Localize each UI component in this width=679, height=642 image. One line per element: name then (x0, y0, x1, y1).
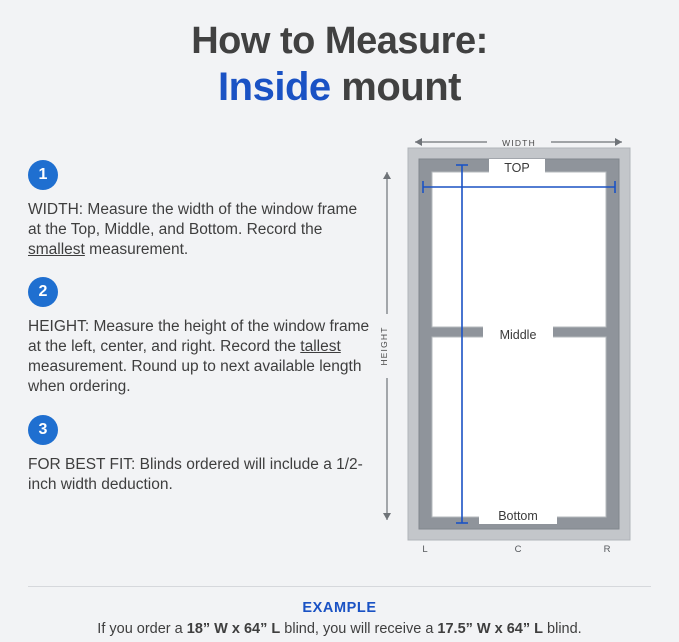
step-item-1 (28, 160, 373, 259)
page-title (0, 22, 679, 110)
step-lead-3: FOR BEST FIT: (28, 455, 136, 473)
example-text-part3: blind. (543, 621, 582, 637)
step-text-1 (28, 200, 373, 259)
left-tick-label: L (422, 544, 428, 555)
step-body-2b: measurement. Round up to next available length when ordering. (28, 358, 362, 395)
title-line-1: How to Measure: (191, 20, 488, 62)
window-pane-upper (432, 172, 606, 327)
example-section (0, 600, 679, 637)
step-text-2 (28, 317, 373, 396)
example-text-part2: blind, you will receive a (280, 621, 438, 637)
step-emphasis-1: smallest (28, 240, 85, 258)
window-diagram (375, 130, 660, 565)
step-text-3 (28, 455, 373, 495)
width-label: WIDTH (502, 138, 536, 148)
example-text (0, 621, 679, 637)
step-badge-3: 3 (28, 415, 58, 445)
height-label: HEIGHT (379, 326, 389, 366)
top-label: TOP (504, 161, 530, 175)
steps-list (28, 160, 373, 512)
example-heading: EXAMPLE (302, 600, 377, 616)
step-emphasis-2: tallest (300, 338, 341, 356)
step-body-1a: Measure the width of the window frame at the Top, Middle, and Bottom. Record the (28, 201, 358, 238)
bottom-label: Bottom (498, 509, 538, 523)
title-line-2 (0, 64, 679, 110)
step-badge-1: 1 (28, 160, 58, 190)
step-lead-1: WIDTH: (28, 201, 84, 218)
step-body-2a: Measure the height of the window frame at the left, center, and right. Record the (28, 318, 370, 356)
title-accent-word: Inside (218, 64, 331, 109)
step-item-3 (28, 415, 373, 495)
step-body-1b: measurement. (84, 240, 189, 258)
step-lead-2: HEIGHT: (28, 318, 90, 336)
title-line-2-rest: mount (330, 64, 461, 109)
window-pane-lower (432, 337, 606, 517)
example-text-part1: If you order a (97, 621, 187, 637)
middle-label: Middle (499, 328, 537, 342)
center-tick-label: C (514, 544, 522, 555)
step-item-2 (28, 277, 373, 396)
step-body-3a: Blinds ordered will include a 1/2-inch width deduction. (28, 455, 363, 493)
step-badge-2: 2 (28, 277, 58, 307)
example-bold-order: 18” W x 64” L (186, 621, 281, 637)
example-bold-receive: 17.5” W x 64” L (437, 621, 543, 637)
footer-divider (28, 586, 651, 587)
right-tick-label: R (603, 544, 611, 555)
